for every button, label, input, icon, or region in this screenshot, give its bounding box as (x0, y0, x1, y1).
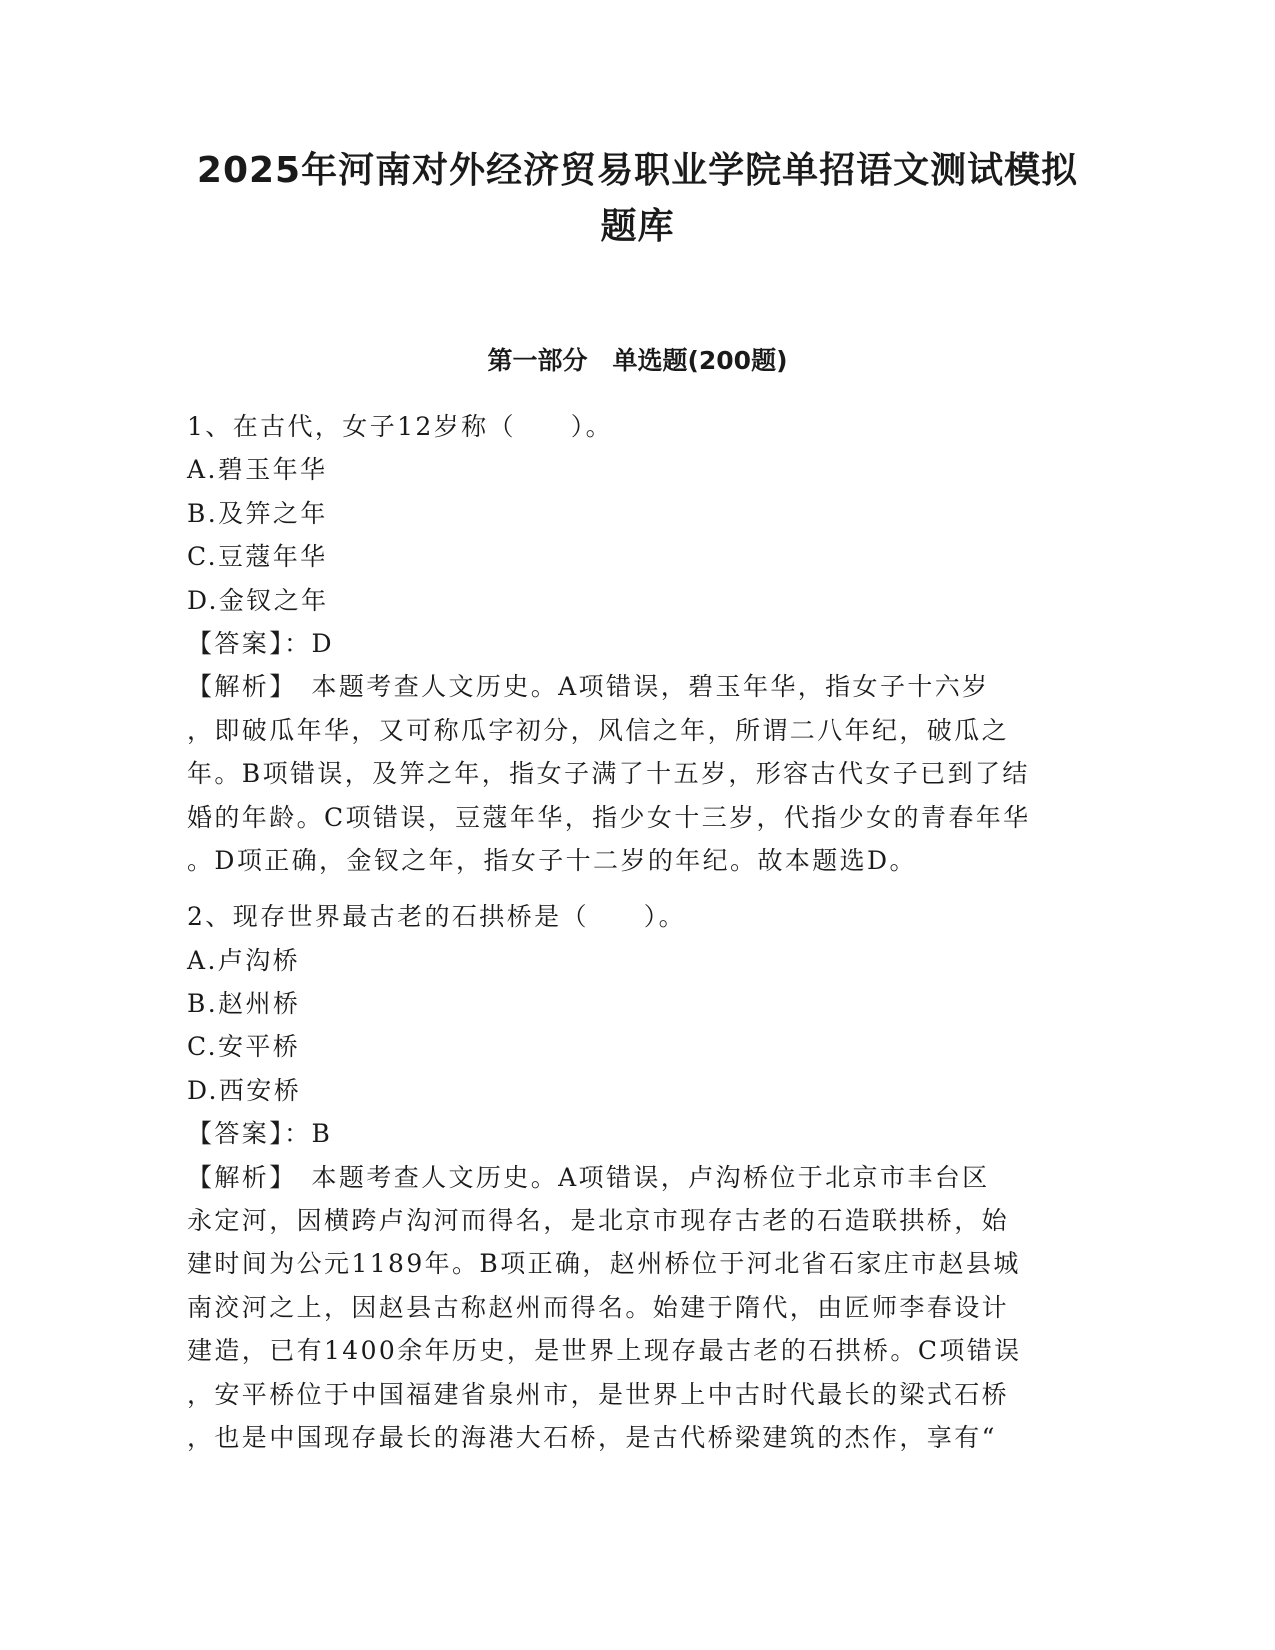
section-title: 第一部分 单选题(200题) (487, 346, 788, 375)
analysis-line: 永定河，因横跨卢沟河而得名，是北京市现存古老的石造联拱桥，始 (187, 1206, 1010, 1236)
answer: 【答案】：B (187, 1119, 333, 1149)
option-b: B.及笄之年 (187, 498, 328, 528)
title-line-2: 题库 (600, 206, 675, 247)
option-a: A.碧玉年华 (187, 455, 328, 485)
analysis-line: 【解析】 本题考查人文历史。A项错误，卢沟桥位于北京市丰台区 (187, 1162, 990, 1192)
title-line-1: 2025年河南对外经济贸易职业学院单招语文测试模拟 (196, 150, 1079, 191)
question-1 (187, 405, 1087, 882)
document-title (120, 143, 1155, 255)
option-d: D.西安桥 (187, 1075, 302, 1105)
analysis-line: ，即破瓜年华，又可称瓜字初分，风信之年，所谓二八年纪，破瓜之 (187, 715, 1010, 745)
analysis-line: 【解析】 本题考查人文历史。A项错误，碧玉年华，指女子十六岁 (187, 672, 990, 702)
analysis-line: 南洨河之上，因赵县古称赵州而得名。始建于隋代，由匠师李春设计 (187, 1292, 1010, 1322)
option-d: D.金钗之年 (187, 585, 329, 615)
option-b: B.赵州桥 (187, 989, 301, 1019)
option-c: C.安平桥 (187, 1032, 301, 1062)
option-a: A.卢沟桥 (187, 945, 301, 975)
analysis-line: 年。B项错误，及笄之年，指女子满了十五岁，形容古代女子已到了结 (187, 759, 1030, 789)
question-list (187, 405, 1087, 1459)
question-spacer (187, 882, 1087, 895)
answer: 【答案】：D (187, 628, 334, 658)
analysis-line: 建时间为公元1189年。B项正确，赵州桥位于河北省石家庄市赵县城 (187, 1249, 1021, 1279)
question-stem: 1、在古代，女子12岁称（ ）。 (187, 412, 614, 441)
option-c: C.豆蔻年华 (187, 542, 328, 572)
question-stem: 2、现存世界最古老的石拱桥是（ ）。 (187, 902, 687, 932)
question-2 (187, 895, 1087, 1459)
analysis-line: 婚的年龄。C项错误，豆蔻年华，指少女十三岁，代指少女的青春年华 (187, 802, 1031, 832)
analysis-line: 建造，已有1400余年历史，是世界上现存最古老的石拱桥。C项错误 (187, 1336, 1022, 1366)
analysis-line: ，也是中国现存最长的海港大石桥，是古代桥梁建筑的杰作，享有“ (187, 1422, 997, 1452)
analysis-line: ，安平桥位于中国福建省泉州市，是世界上中古时代最长的梁式石桥 (187, 1379, 1010, 1409)
analysis-line: 。D项正确，金钗之年，指女子十二岁的年纪。故本题选D。 (187, 845, 917, 875)
